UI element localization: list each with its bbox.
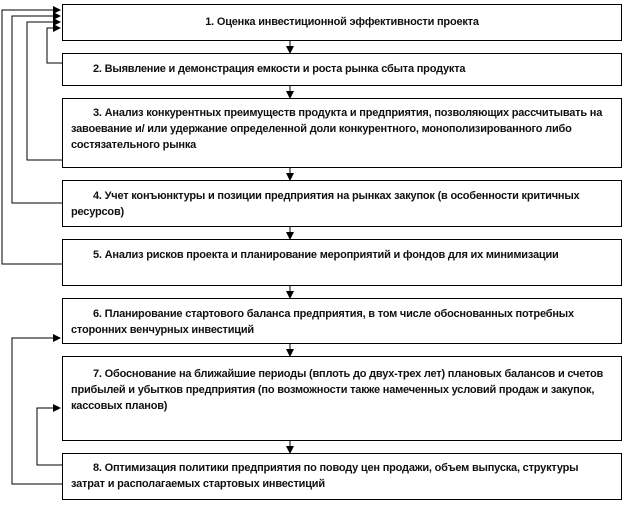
step-1-box [62,4,622,41]
step-5-box [62,239,622,286]
step-7-box [62,356,622,441]
step-2-label: 2. Выявление и демонстрация емкости и роста рынка сбыта продукта [93,63,466,75]
step-5-label: 5. Анализ рисков проекта и планирование мероприятий и фондов для их минимизации [93,249,559,261]
loop-3-to-1 [27,22,62,160]
step-4-box [62,180,622,227]
step-4-label: 4. Учет конъюнктуры и позиции предприятия на рынках закупок (в особенности критичных ресурсов) [71,190,580,218]
loop-2-to-1 [47,28,62,63]
step-6-label: 6. Планирование стартового баланса предприятия, в том числе обоснованных потребных сторонних венчурных инвестиций [71,308,574,336]
step-7-label: 7. Обоснование на ближайшие периоды (вплоть до двух-трех лет) плановых балансов и счетов прибылей и убытков предприятия (по возможности также намеченных условий продаж и закупок, кассовых планов) [71,368,604,412]
step-3-label: 3. Анализ конкурентных преимуществ продукта и предприятия, позволяющих рассчитывать на завоевание и/ или удержание определенной доли конкурентного, монополизированного либо состязательного рынка [71,107,603,151]
step-2-box [62,53,622,86]
step-8-label: 8. Оптимизация политики предприятия по поводу цен продажи, объем выпуска, структуры затрат и располагаемых стартовых инвестиций [71,462,579,490]
loop-5-to-1 [2,10,62,264]
step-8-box [62,453,622,500]
loop-4-to-1 [12,16,62,203]
step-1-label: 1. Оценка инвестиционной эффективности проекта [205,16,479,28]
step-6-box [62,298,622,344]
loop-8-to-7 [37,408,62,465]
step-3-box [62,98,622,168]
